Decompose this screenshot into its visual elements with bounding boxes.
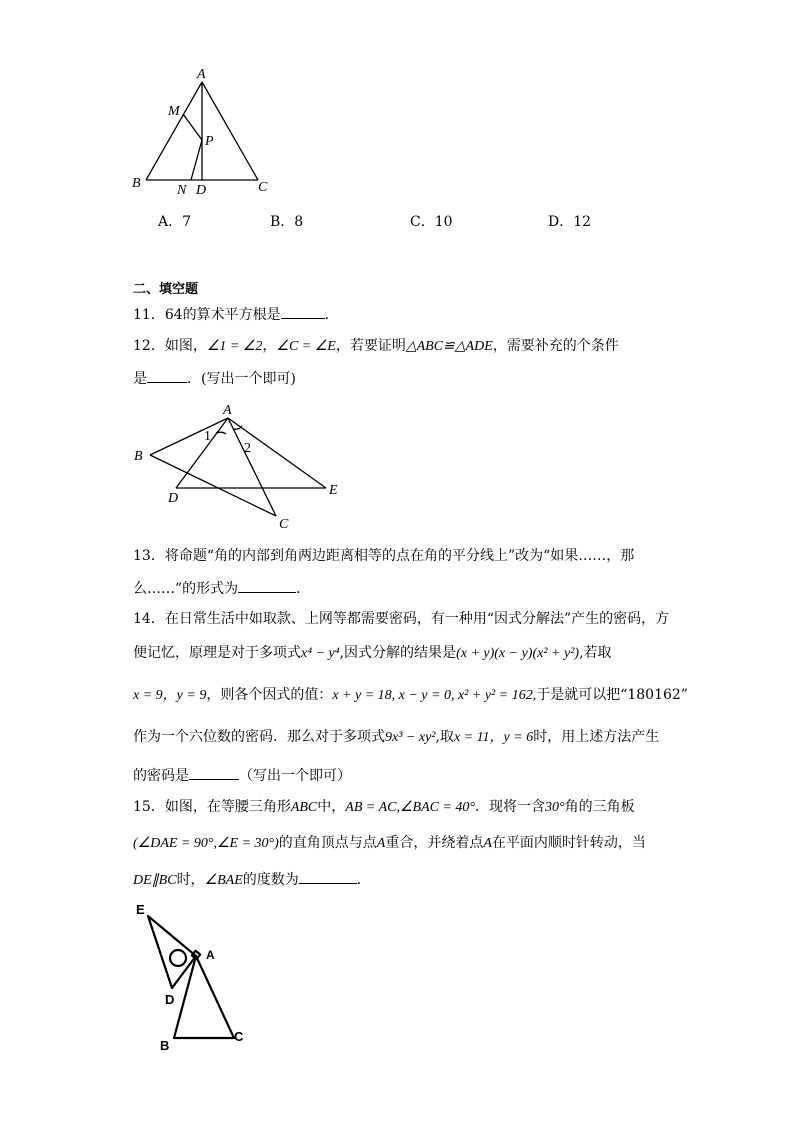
label-M: M [168,104,180,119]
q13-answer-blank[interactable] [238,578,296,593]
q14-l2-math1: x⁴ − y⁴ [301,646,340,661]
question-12-line1 [133,336,619,357]
question-12-line2 [133,368,296,389]
q15-l3-math2: ∠BAE [204,873,243,888]
q15-l2-post: 在平面内顺时针转动，当 [491,835,646,851]
fig2-label-1: 1 [204,429,211,444]
figure-set-square [130,898,280,1058]
q12-line2-post: ．(写出一个即可) [187,371,296,387]
fig3-label-C: C [234,1029,244,1044]
q14-l4-math2: x = 11，y = 6 [453,730,534,745]
fig3-label-D: D [165,992,175,1007]
fig3-label-B: B [160,1038,170,1053]
option-c: C．10 [410,214,453,230]
section-title: 二、填空题 [133,282,199,297]
q15-l3-post: 的度数为 [242,872,299,888]
q11-text: 11．64的算术平方根是 [133,307,281,323]
q13-post: ． [296,581,311,597]
q15-l1-post: 角的三角板 [564,799,635,815]
q14-l5-pre: 的密码是 [133,768,189,784]
q12-line2-pre: 是 [133,371,147,387]
q15-l1-b: ．现将一含 [475,799,546,815]
fig2-label-E: E [329,483,338,498]
question-14-line2 [133,643,612,664]
q14-l3-math2: x + y = 18, x − y = 0, x² + y² = 162, [332,688,537,703]
question-14-line4 [133,727,659,748]
question-15-line2 [133,833,646,854]
q15-l2-a: 的直角顶点与点 [278,835,377,851]
fig2-label-D: D [168,491,179,506]
question-15-line1 [133,797,635,818]
q12-pre: 12．如图， [133,338,207,354]
q12-answer-blank[interactable] [147,368,187,383]
q15-l2-math: (∠DAE = 90°,∠E = 30°) [133,836,279,851]
q14-l4-post: 时，用上述方法产生 [533,729,660,745]
q14-l4-math: 9x³ − xy² [385,730,436,745]
q14-l3-mid: ，则各个因式的值： [206,687,333,703]
question-13-line1: 13．将命题“角的内部到角两边距离相等的点在角的平分线上”改为“如果……，那 [133,548,635,564]
option-d: D．12 [548,214,592,230]
q12-sep: ， [262,338,277,354]
q14-l5-post: （写出一个即可） [239,768,351,784]
option-b: B．8 [270,214,304,230]
option-a: A．7 [158,214,192,230]
q12-math1: ∠1 = ∠2 [206,339,263,354]
q13-pre: 么……”的形式为 [133,581,239,597]
label-C: C [258,180,268,195]
q12-post: ，需要补充的个条件 [492,338,619,354]
label-B: B [132,176,141,191]
q14-l2-pre: 便记忆，原理是对于多项式 [133,645,301,661]
q12-math2: ∠C = ∠E [276,339,336,354]
label-A: A [197,67,206,82]
q15-l2-b: 重合，并绕着点 [385,835,484,851]
q14-l4-mid: ,取 [435,729,454,745]
q15-l3-math: DE∥BC [133,873,177,888]
q15-l3-end: ． [356,872,371,888]
q15-l2-m: A [376,836,386,851]
label-N: N [177,183,187,198]
q14-l4-pre: 作为一个六位数的密码．那么对于多项式 [133,729,385,745]
q15-answer-blank[interactable] [299,869,357,884]
fig3-label-E: E [136,902,145,917]
question-14-line3 [133,685,688,706]
figure-triangles-abc-ade [128,398,358,538]
q12-mid: ，若要证明 [335,338,406,354]
fig2-label-A: A [223,403,232,418]
q14-l2-post: ,若取 [579,645,612,661]
question-13-line2 [133,578,310,599]
q11-end: ． [324,307,339,323]
q14-l3-math: x = 9，y = 9 [133,688,207,703]
label-D: D [196,183,207,198]
fig2-label-C: C [279,517,289,532]
q14-l2-math2: (x + y)(x − y)(x² + y²) [456,646,580,661]
q14-answer-blank[interactable] [189,765,239,780]
fig3-label-A: A [206,948,215,962]
question-14-line5 [133,765,351,786]
fig2-label-B: B [134,449,143,464]
q15-l1-m1: ABC [290,800,318,815]
question-11 [133,304,339,325]
q15-l1-pre: 15．如图，在等腰三角形 [133,799,291,815]
q12-math3: △ABC≌△ADE [405,339,493,354]
figure-triangle-mpnd [120,60,290,210]
q11-answer-blank[interactable] [281,304,325,319]
q14-l3-post: 于是就可以把“180162” [536,687,688,703]
q14-l2-mid: ,因式分解的结果是 [339,645,457,661]
q15-l1-m2: AB = AC,∠BAC = 40° [345,800,476,815]
q15-l1-m3: 30° [545,800,565,815]
fig2-label-2: 2 [244,441,251,456]
q15-l2-m2: A [483,836,492,851]
question-14-line1: 14．在日常生活中如取款、上网等都需要密码，有一种用“因式分解法”产生的密码，方 [133,611,670,627]
q15-l3-a: 时， [176,872,205,888]
question-15-line3 [133,869,371,891]
label-P: P [205,134,214,149]
q15-l1-a: 中， [317,799,346,815]
